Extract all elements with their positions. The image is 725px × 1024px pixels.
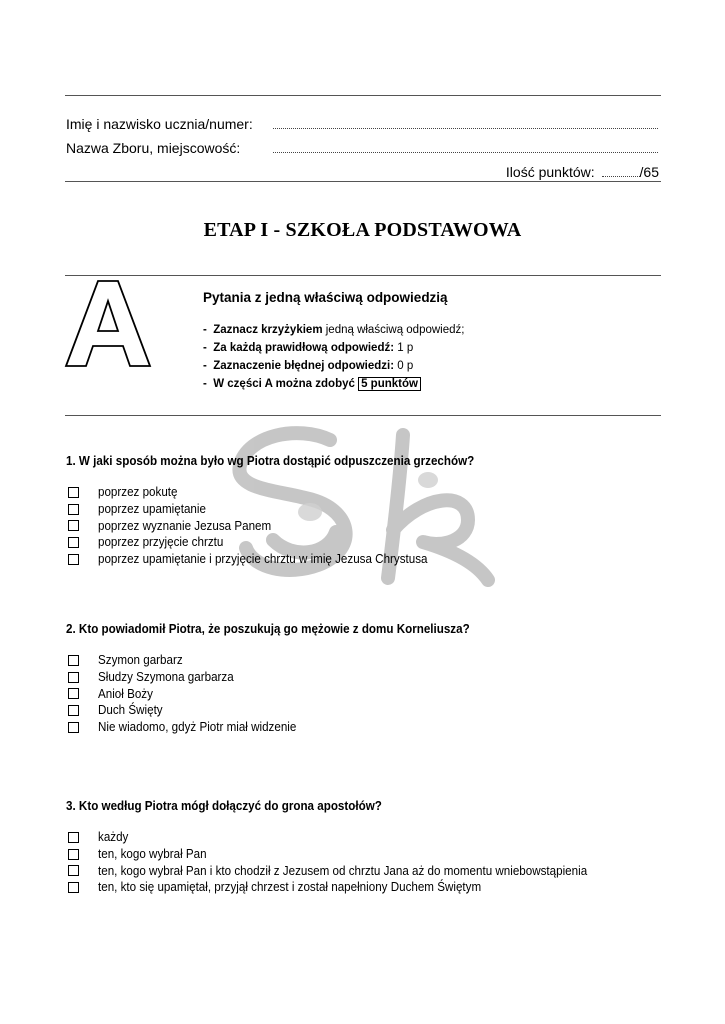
section-letter-a [60, 279, 156, 369]
answer-option[interactable] [68, 551, 452, 568]
option-label: poprzez przyjęcie chrztu [98, 535, 224, 550]
answer-option[interactable] [68, 879, 624, 896]
rule-normal: jedną właściwą odpowiedź; [322, 324, 465, 336]
points-field[interactable] [602, 166, 640, 177]
student-name-field[interactable] [273, 128, 658, 129]
answer-option[interactable] [68, 702, 311, 719]
answer-option[interactable] [68, 846, 624, 863]
answer-option[interactable] [68, 534, 452, 551]
rule-dash: - [203, 378, 207, 390]
rule-bold: Za każdą prawidłową odpowiedź: [213, 342, 395, 354]
option-label: Nie wiadomo, gdyż Piotr miał widzenie [98, 720, 297, 735]
answer-option[interactable] [68, 652, 311, 669]
answer-option[interactable] [68, 501, 452, 518]
rule-line [203, 357, 464, 375]
section-rules [203, 321, 464, 393]
checkbox-icon[interactable] [68, 537, 79, 548]
option-label: poprzez upamiętanie [98, 502, 206, 517]
rule-bold: Zaznaczenie błędnej odpowiedzi: [213, 360, 395, 372]
question-1-text: 1. W jaki sposób można było wg Piotra dostąpić odpuszczenia grzechów? [66, 454, 475, 468]
checkbox-icon[interactable] [68, 705, 79, 716]
church-label: Nazwa Zboru, miejscowość: [66, 140, 241, 156]
answer-option[interactable] [68, 862, 624, 879]
checkbox-icon[interactable] [68, 554, 79, 565]
rule-line [203, 339, 464, 357]
question-3-options [68, 829, 624, 896]
checkbox-icon[interactable] [68, 520, 79, 531]
section-heading: Pytania z jedną właściwą odpowiedzią [203, 290, 448, 305]
option-label: ten, kogo wybrał Pan [98, 847, 207, 862]
question-1-options [68, 484, 452, 567]
checkbox-icon[interactable] [68, 832, 79, 843]
option-label: poprzez upamiętanie i przyjęcie chrztu w imię Jezusa Chrystusa [98, 552, 428, 567]
question-3-text: 3. Kto według Piotra mógł dołączyć do grona apostołów? [66, 799, 382, 813]
checkbox-icon[interactable] [68, 688, 79, 699]
rule-normal: 1 p [394, 342, 414, 354]
option-label: Słudzy Szymona garbarza [98, 670, 234, 685]
option-label: Anioł Boży [98, 686, 153, 701]
option-label: poprzez pokutę [98, 485, 178, 500]
points-label: Ilość punktów: [505, 164, 595, 180]
section-top-rule [65, 275, 661, 276]
checkbox-icon[interactable] [68, 849, 79, 860]
question-2-text: 2. Kto powiadomił Piotra, że poszukują go mężowie z domu Korneliusza? [66, 622, 470, 636]
option-label: Duch Święty [98, 703, 163, 718]
answer-option[interactable] [68, 685, 311, 702]
rule-bold: Zaznacz krzyżykiem [213, 324, 323, 336]
rule-bold: W części A można zdobyć [213, 378, 359, 390]
checkbox-icon[interactable] [68, 722, 79, 733]
rule-dash: - [203, 324, 207, 336]
checkbox-icon[interactable] [68, 672, 79, 683]
rule-boxed: 5 punktów [358, 377, 421, 391]
rule-dash: - [203, 360, 207, 372]
rule-dash: - [203, 342, 207, 354]
option-label: ten, kogo wybrał Pan i kto chodził z Jezusem od chrztu Jana aż do momentu wniebowstąpienia [98, 863, 588, 878]
checkbox-icon[interactable] [68, 487, 79, 498]
option-label: poprzez wyznanie Jezusa Panem [98, 518, 272, 533]
checkbox-icon[interactable] [68, 655, 79, 666]
header-bottom-rule [65, 181, 661, 182]
student-name-label: Imię i nazwisko ucznia/numer: [66, 116, 253, 132]
points-row [506, 164, 659, 180]
section-bottom-rule [65, 415, 661, 416]
rule-normal: 0 p [394, 360, 414, 372]
answer-option[interactable] [68, 484, 452, 501]
header-top-rule [65, 95, 661, 96]
church-field[interactable] [273, 152, 658, 153]
question-2-options [68, 652, 311, 735]
checkbox-icon[interactable] [68, 504, 79, 515]
checkbox-icon[interactable] [68, 865, 79, 876]
rule-line [203, 321, 464, 339]
page-title: ETAP I - SZKOŁA PODSTAWOWA [203, 219, 522, 241]
option-label: ten, kto się upamiętał, przyjął chrzest i został napełniony Duchem Świętym [98, 880, 482, 895]
option-label: każdy [98, 830, 129, 845]
option-label: Szymon garbarz [98, 653, 183, 668]
answer-option[interactable] [68, 719, 311, 736]
points-max: /65 [639, 164, 659, 180]
checkbox-icon[interactable] [68, 882, 79, 893]
answer-option[interactable] [68, 829, 624, 846]
answer-option[interactable] [68, 517, 452, 534]
rule-line [203, 375, 464, 393]
answer-option[interactable] [68, 669, 311, 686]
